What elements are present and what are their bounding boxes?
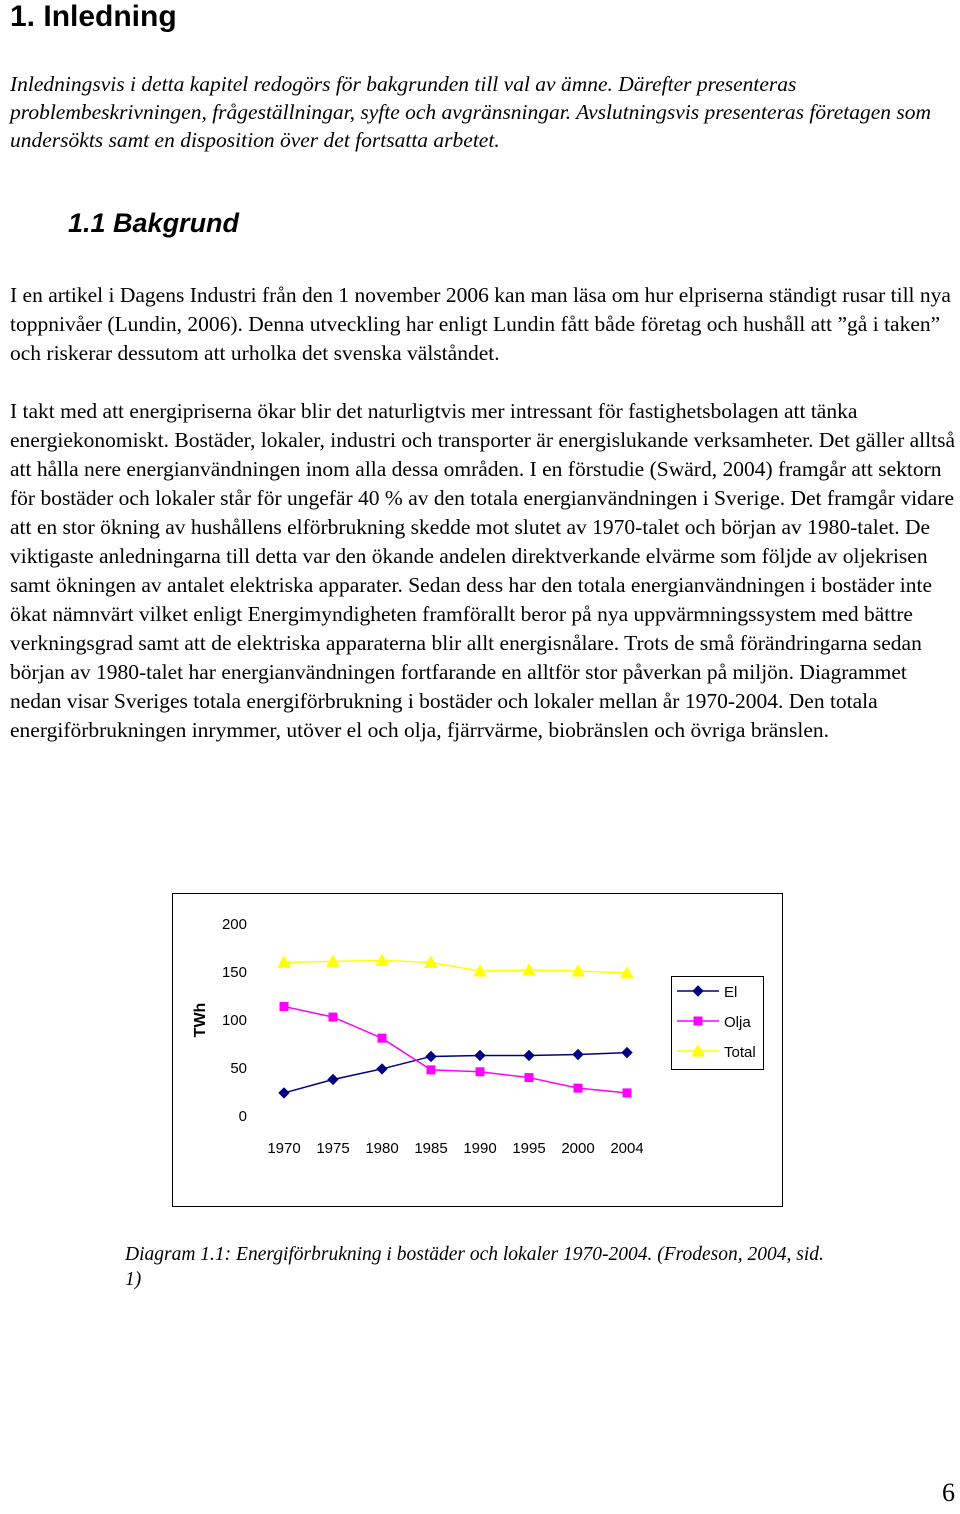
body-paragraph-2: I takt med att energipriserna ökar blir det naturligtvis mer intressant för fastighetsbolagen att tänka energiekonomiskt. Bostäder, lokaler, industri och transporter är energislukande verksamheter. Det gäller alltså att hålla nere energianvändningen inom alla dessa områden. I en förstudie (Swärd, 2004) framgår att sektorn för bostäder och lokaler står för ungefär 40 % av den totala energianvändningen i Sverige. Det framgår vidare att en stor ökning av hushållens elförbrukning skedde mot slutet av 1970-talet och början av 1980-talet. De viktigaste anledningarna till detta var den ökande andelen direktverkande elvärme som följde av oljekrisen samt ökningen av antalet elektriska apparater. Sedan dess har den totala energianvändningen i bostäder inte ökat nämnvärt vilket enligt Energimyndigheten framförallt beror på nya uppvärmningssystem med bättre verkningsgrad samt att de elektriska apparaterna blir allt energisnålare. Trots de små förändringarna sedan början av 1980-talet har energianvändningen fortfarande en alltför stor påverkan på miljön. Diagrammet nedan visar Sveriges totala energiförbrukning i bostäder och lokaler mellan år 1970-2004. Den totala energiförbrukningen inrymmer, utöver el och olja, fjärrvärme, biobränslen och övriga bränslen. [10,399,955,742]
y-tick-label: 0 [238,1108,247,1125]
chart-caption: Diagram 1.1: Energiförbrukning i bostäder och lokaler 1970-2004. (Frodeson, 2004, sid. 1) [125,1244,824,1290]
legend-label-olja: Olja [724,1014,751,1031]
x-tick-label: 1990 [463,1140,497,1157]
x-tick-label: 2004 [610,1140,644,1157]
x-tick-label: 1970 [267,1140,301,1157]
x-tick-label: 1995 [512,1140,546,1157]
body-paragraph-1: I en artikel i Dagens Industri från den 1 november 2006 kan man läsa om hur elpriserna ständigt rusar till nya toppnivåer (Lundin, 2006). Denna utveckling har enligt Lundin fått både företag och hushåll att ”gå i taken” och riskerar dessutom att urholka det svenska välståndet. [10,283,951,365]
y-tick-label: 100 [221,1012,247,1029]
legend-label-total: Total [724,1044,756,1061]
legend-label-el: El [724,984,738,1001]
intro-paragraph: Inledningsvis i detta kapitel redogörs för bakgrunden till val av ämne. Därefter presenteras problembeskrivningen, frågeställningar, syfte och avgränsningar. Avslutningsvis presenteras företagen som undersökts samt en disposition över det fortsatta arbetet. [10,72,932,152]
chart-legend-box [671,976,764,1070]
x-tick-label: 2000 [561,1140,595,1157]
section-heading: 1.1 Bakgrund [68,208,240,238]
page-number: 6 [942,1478,955,1507]
x-tick-label: 1985 [414,1140,448,1157]
y-tick-label: 50 [230,1060,247,1077]
y-tick-label: 150 [221,964,247,981]
y-axis-title: TWh [192,1002,209,1038]
x-tick-label: 1975 [316,1140,350,1157]
y-tick-label: 200 [221,916,247,933]
x-tick-label: 1980 [365,1140,399,1157]
chapter-heading: 1. Inledning [10,0,177,33]
